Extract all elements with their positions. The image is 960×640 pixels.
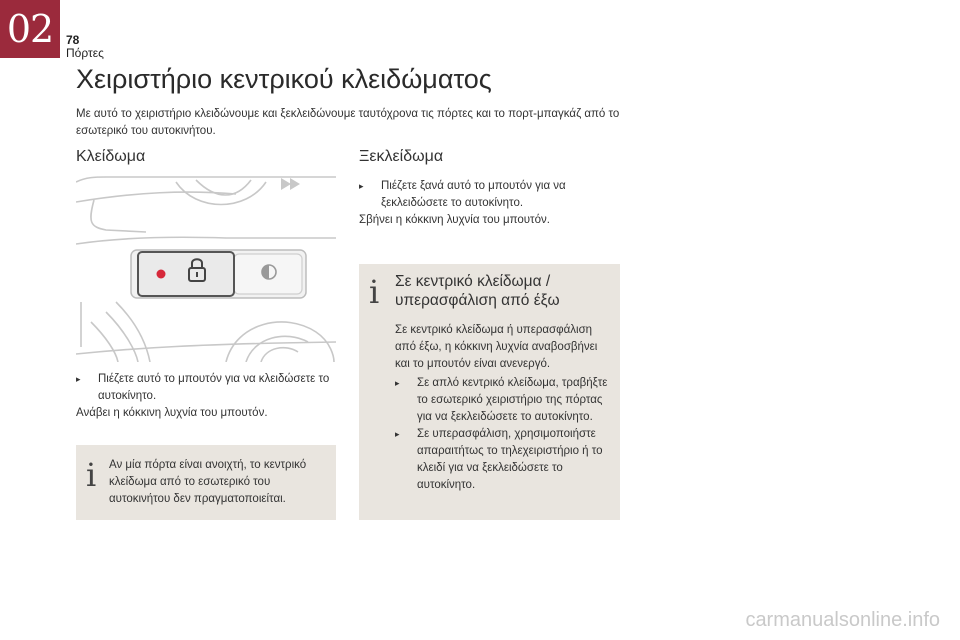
locking-heading: Κλείδωμα [76,148,146,165]
watermark: carmanualsonline.info [745,609,940,631]
exterior-bullet-1 [395,375,613,426]
locking-info-box [76,445,336,520]
intro-paragraph: Με αυτό το χειριστήριο κλειδώνουμε και ξεκλειδώνουμε ταυτόχρονα τις πόρτες και το πορτ-μπαγκάζ από το εσωτερικό του αυτοκινήτου. [76,108,620,137]
exterior-box-paragraph: Σε κεντρικό κλείδωμα ή υπερασφάλιση από έξω, η κόκκινη λυχνία αναβοσβήνει και το μπουτόν είναι ανενεργό. [395,324,598,370]
info-icon: i [86,456,97,494]
section-name: Πόρτες [66,46,104,60]
info-icon: i [369,273,380,311]
exterior-box-content [395,272,613,494]
console-lock-button-illustration [76,172,336,362]
bullet-icon: ▸ [395,429,400,439]
chapter-badge: 02 [0,0,60,58]
locking-note: Ανάβει η κόκκινη λυχνία του μπουτόν. [76,407,268,419]
unlocking-bullet [359,178,619,212]
bullet-icon: ▸ [395,378,400,388]
exterior-bullet-2-text: Σε υπερασφάλιση, χρησιμοποιήστε απαραιτήτως το τηλεχειριστήριο ή το κλειδί για να ξεκλειδώσετε το αυτοκίνητο. [417,428,603,491]
exterior-box-heading: Σε κεντρικό κλείδωμα / υπερασφάλιση από έξω [395,273,560,309]
locking-bullet-text: Πιέζετε αυτό το μπουτόν για να κλειδώσετε το αυτοκίνητο. [98,373,330,402]
bullet-icon: ▸ [76,374,81,384]
locking-info-text: Αν μία πόρτα είναι ανοιχτή, το κεντρικό κλείδωμα από το εσωτερικό του αυτοκινήτου δεν πραγματοποιείται. [109,459,307,505]
unlocking-bullet-text: Πιέζετε ξανά αυτό το μπουτόν για να ξεκλειδώσετε το αυτοκίνητο. [381,180,566,209]
exterior-bullet-1-text: Σε απλό κεντρικό κλείδωμα, τραβήξτε το εσωτερικό χειριστήριο της πόρτας για να ξεκλειδώσετε το αυτοκίνητο. [417,377,608,423]
locking-instructions [76,371,338,422]
bullet-icon: ▸ [359,181,364,191]
unlocking-note: Σβήνει η κόκκινη λυχνία του μπουτόν. [359,214,550,226]
exterior-bullet-2 [395,426,613,494]
exterior-locking-info-box [359,264,620,520]
unlocking-instructions [359,178,619,229]
page-title: Χειριστήριο κεντρικού κλειδώματος [76,64,492,94]
locking-bullet [76,371,338,405]
page-number: 78 [66,33,80,47]
unlocking-heading: Ξεκλείδωμα [359,148,444,165]
